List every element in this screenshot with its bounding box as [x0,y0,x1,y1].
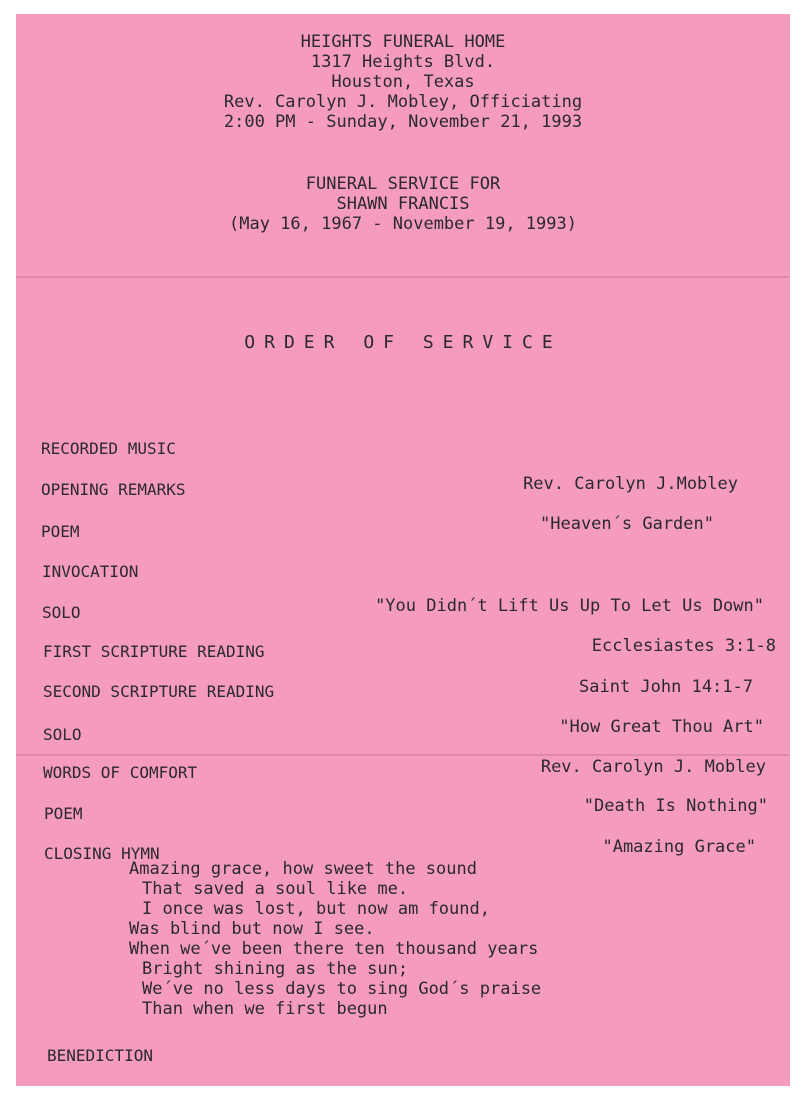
program-item-label: POEM [44,804,83,823]
funeral-home-header [16,32,790,132]
program-item-detail: "You Didn´t Lift Us Up To Let Us Down" [375,596,764,616]
program-sheet [16,14,790,1086]
hymn-line: We´ve no less days to sing God´s praise [142,979,542,999]
program-item-detail: "Amazing Grace" [602,837,756,857]
hymn-line: Was blind but now I see. [129,919,375,939]
life-dates: (May 16, 1967 - November 19, 1993) [229,214,577,234]
program-item-detail: Rev. Carolyn J.Mobley [523,474,738,494]
program-item-label: SECOND SCRIPTURE READING [43,682,275,701]
program-item-label: RECORDED MUSIC [41,439,176,458]
order-of-service-title: ORDER OF SERVICE [244,332,562,353]
program-item-detail: "Death Is Nothing" [583,796,768,816]
program-item-label: POEM [41,522,80,541]
address-line: 1317 Heights Blvd. [310,52,496,72]
hymn-line: Amazing grace, how sweet the sound [129,859,477,879]
funeral-home-name: HEIGHTS FUNERAL HOME [300,32,506,52]
fold-crease [16,276,790,278]
city-line: Houston, Texas [331,72,475,92]
hymn-lyrics [129,859,541,1019]
hymn-line: I once was lost, but now am found, [142,899,490,919]
program-item-label: WORDS OF COMFORT [43,763,198,782]
program-item-label: INVOCATION [42,562,139,581]
program-item-label: OPENING REMARKS [41,480,186,499]
program-item-detail: Saint John 14:1-7 [579,677,753,697]
hymn-line: Than when we first begun [142,999,388,1019]
hymn-line: Bright shining as the sun; [142,959,409,979]
program-item-label: BENEDICTION [47,1046,153,1065]
program-item-detail: Ecclesiastes 3:1-8 [591,636,776,656]
deceased-name: SHAWN FRANCIS [336,194,470,214]
hymn-line: That saved a soul like me. [142,879,409,899]
program-item-detail: "Heaven´s Garden" [540,514,714,534]
program-item-label: SOLO [42,603,81,622]
program-item-label: SOLO [43,725,82,744]
program-item-label: CLOSING HYMN [44,844,160,863]
service-for-line: FUNERAL SERVICE FOR [305,174,501,194]
fold-crease [16,754,790,756]
program-item-label: FIRST SCRIPTURE READING [43,642,265,661]
date-time-line: 2:00 PM - Sunday, November 21, 1993 [223,112,583,132]
program-item-detail: "How Great Thou Art" [559,717,764,737]
program-item-detail: Rev. Carolyn J. Mobley [540,757,766,777]
officiant-line: Rev. Carolyn J. Mobley, Officiating [223,92,583,112]
service-title-block [16,174,790,234]
hymn-line: When we´ve been there ten thousand years [129,939,539,959]
